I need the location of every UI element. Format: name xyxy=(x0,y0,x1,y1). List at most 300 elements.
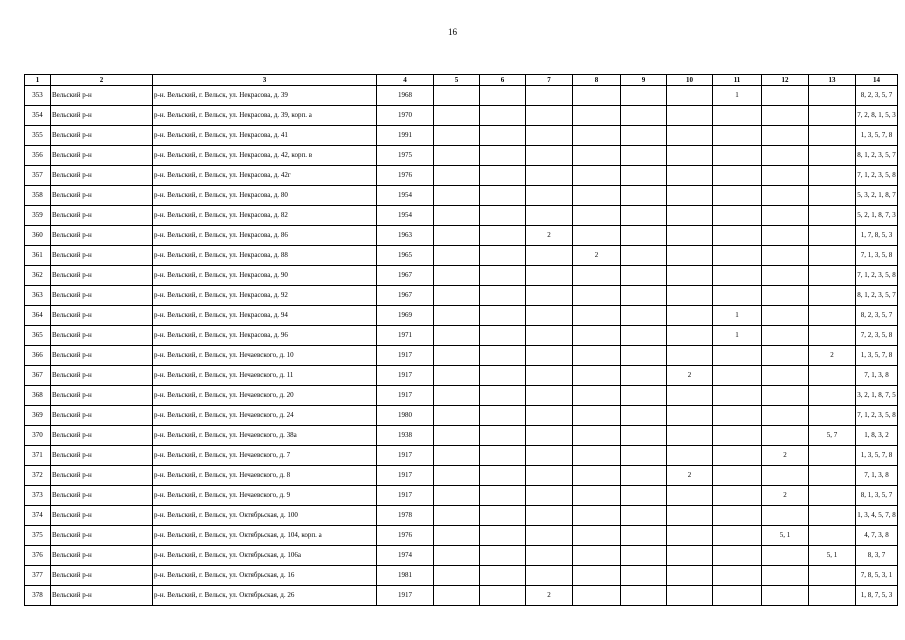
col12-cell xyxy=(762,566,809,586)
col14-cell: 1, 8, 7, 5, 3 xyxy=(856,586,898,606)
col9-cell xyxy=(621,566,667,586)
address-cell: р-н. Вельский, г. Вельск, ул. Некрасова, д. 86 xyxy=(153,226,377,246)
col11-cell xyxy=(713,486,762,506)
col10-cell xyxy=(667,246,713,266)
col7-cell xyxy=(526,366,573,386)
col7-cell xyxy=(526,446,573,466)
col12-cell xyxy=(762,506,809,526)
col7-cell xyxy=(526,106,573,126)
col6-cell xyxy=(480,446,526,466)
col13-cell xyxy=(809,446,856,466)
district-cell: Вельский р-н xyxy=(51,566,153,586)
col7-cell xyxy=(526,386,573,406)
col9-cell xyxy=(621,466,667,486)
year-cell: 1963 xyxy=(377,226,434,246)
col7-cell xyxy=(526,266,573,286)
address-cell: р-н. Вельский, г. Вельск, ул. Некрасова, д. 88 xyxy=(153,246,377,266)
row-number-cell: 373 xyxy=(25,486,51,506)
col12-cell xyxy=(762,106,809,126)
col5-cell xyxy=(434,526,480,546)
col5-cell xyxy=(434,146,480,166)
col12-cell xyxy=(762,86,809,106)
col8-cell xyxy=(573,186,621,206)
col14-cell: 8, 2, 3, 5, 7 xyxy=(856,86,898,106)
col11-cell xyxy=(713,206,762,226)
col8-cell xyxy=(573,326,621,346)
year-cell: 1980 xyxy=(377,406,434,426)
col11-cell xyxy=(713,446,762,466)
col13-cell xyxy=(809,266,856,286)
col13-cell xyxy=(809,326,856,346)
col14-cell: 8, 1, 3, 5, 7 xyxy=(856,486,898,506)
column-header-6: 6 xyxy=(480,75,526,86)
row-number-cell: 355 xyxy=(25,126,51,146)
district-cell: Вельский р-н xyxy=(51,286,153,306)
row-number-cell: 368 xyxy=(25,386,51,406)
year-cell: 1967 xyxy=(377,266,434,286)
col13-cell xyxy=(809,286,856,306)
col11-cell xyxy=(713,546,762,566)
col8-cell xyxy=(573,586,621,606)
year-cell: 1917 xyxy=(377,466,434,486)
col5-cell xyxy=(434,86,480,106)
district-cell: Вельский р-н xyxy=(51,226,153,246)
year-cell: 1917 xyxy=(377,446,434,466)
column-header-11: 11 xyxy=(713,75,762,86)
col8-cell xyxy=(573,206,621,226)
col11-cell xyxy=(713,146,762,166)
table-row xyxy=(25,546,898,566)
col5-cell xyxy=(434,406,480,426)
col10-cell xyxy=(667,566,713,586)
table-row xyxy=(25,426,898,446)
col11-cell xyxy=(713,266,762,286)
col6-cell xyxy=(480,166,526,186)
col6-cell xyxy=(480,466,526,486)
col14-cell: 7, 2, 8, 1, 5, 3 xyxy=(856,106,898,126)
col8-cell xyxy=(573,426,621,446)
col11-cell xyxy=(713,386,762,406)
col11-cell xyxy=(713,106,762,126)
year-cell: 1917 xyxy=(377,386,434,406)
col11-cell xyxy=(713,426,762,446)
table-row xyxy=(25,366,898,386)
col6-cell xyxy=(480,586,526,606)
col5-cell xyxy=(434,446,480,466)
col7-cell: 2 xyxy=(526,586,573,606)
col13-cell xyxy=(809,106,856,126)
col13-cell xyxy=(809,206,856,226)
col8-cell: 2 xyxy=(573,246,621,266)
col6-cell xyxy=(480,126,526,146)
district-cell: Вельский р-н xyxy=(51,546,153,566)
year-cell: 1954 xyxy=(377,186,434,206)
row-number-cell: 354 xyxy=(25,106,51,126)
row-number-cell: 356 xyxy=(25,146,51,166)
col13-cell xyxy=(809,126,856,146)
col7-cell xyxy=(526,246,573,266)
col14-cell: 7, 1, 3, 5, 8 xyxy=(856,246,898,266)
col10-cell xyxy=(667,166,713,186)
col7-cell xyxy=(526,406,573,426)
col6-cell xyxy=(480,426,526,446)
col6-cell xyxy=(480,206,526,226)
year-cell: 1968 xyxy=(377,86,434,106)
address-cell: р-н. Вельский, г. Вельск, ул. Некрасова, д. 42, корп. в xyxy=(153,146,377,166)
col12-cell xyxy=(762,266,809,286)
col13-cell xyxy=(809,146,856,166)
col8-cell xyxy=(573,286,621,306)
col12-cell xyxy=(762,186,809,206)
col5-cell xyxy=(434,426,480,446)
col12-cell: 2 xyxy=(762,486,809,506)
district-cell: Вельский р-н xyxy=(51,466,153,486)
col12-cell xyxy=(762,206,809,226)
col11-cell: 1 xyxy=(713,306,762,326)
year-cell: 1938 xyxy=(377,426,434,446)
col5-cell xyxy=(434,106,480,126)
col7-cell xyxy=(526,206,573,226)
address-cell: р-н. Вельский, г. Вельск, ул. Некрасова, д. 92 xyxy=(153,286,377,306)
address-cell: р-н. Вельский, г. Вельск, ул. Некрасова, д. 41 xyxy=(153,126,377,146)
col5-cell xyxy=(434,266,480,286)
col7-cell xyxy=(526,566,573,586)
col11-cell xyxy=(713,246,762,266)
col6-cell xyxy=(480,286,526,306)
col10-cell xyxy=(667,426,713,446)
col14-cell: 1, 3, 5, 7, 8 xyxy=(856,446,898,466)
district-cell: Вельский р-н xyxy=(51,126,153,146)
col5-cell xyxy=(434,226,480,246)
col7-cell xyxy=(526,526,573,546)
col9-cell xyxy=(621,326,667,346)
address-cell: р-н. Вельский, г. Вельск, ул. Некрасова, д. 80 xyxy=(153,186,377,206)
col6-cell xyxy=(480,306,526,326)
col6-cell xyxy=(480,506,526,526)
table-row xyxy=(25,226,898,246)
col10-cell xyxy=(667,126,713,146)
district-cell: Вельский р-н xyxy=(51,406,153,426)
col5-cell xyxy=(434,566,480,586)
district-cell: Вельский р-н xyxy=(51,386,153,406)
row-number-cell: 360 xyxy=(25,226,51,246)
address-cell: р-н. Вельский, г. Вельск, ул. Нечаевского, д. 8 xyxy=(153,466,377,486)
col8-cell xyxy=(573,106,621,126)
table-row xyxy=(25,446,898,466)
col6-cell xyxy=(480,486,526,506)
col9-cell xyxy=(621,506,667,526)
register-table xyxy=(24,74,898,606)
col8-cell xyxy=(573,266,621,286)
col8-cell xyxy=(573,566,621,586)
year-cell: 1967 xyxy=(377,286,434,306)
col9-cell xyxy=(621,366,667,386)
col8-cell xyxy=(573,466,621,486)
col12-cell xyxy=(762,426,809,446)
table-row xyxy=(25,406,898,426)
address-cell: р-н. Вельский, г. Вельск, ул. Некрасова, д. 42г xyxy=(153,166,377,186)
year-cell: 1975 xyxy=(377,146,434,166)
address-cell: р-н. Вельский, г. Вельск, ул. Нечаевского, д. 20 xyxy=(153,386,377,406)
column-header-2: 2 xyxy=(51,75,153,86)
district-cell: Вельский р-н xyxy=(51,146,153,166)
col8-cell xyxy=(573,386,621,406)
address-cell: р-н. Вельский, г. Вельск, ул. Нечаевского, д. 11 xyxy=(153,366,377,386)
col9-cell xyxy=(621,526,667,546)
col11-cell: 1 xyxy=(713,326,762,346)
col11-cell xyxy=(713,586,762,606)
col13-cell xyxy=(809,406,856,426)
col13-cell xyxy=(809,566,856,586)
col11-cell xyxy=(713,346,762,366)
table-row xyxy=(25,106,898,126)
year-cell: 1978 xyxy=(377,506,434,526)
col12-cell xyxy=(762,406,809,426)
col6-cell xyxy=(480,86,526,106)
row-number-cell: 371 xyxy=(25,446,51,466)
col10-cell xyxy=(667,386,713,406)
district-cell: Вельский р-н xyxy=(51,306,153,326)
col14-cell: 5, 3, 2, 1, 8, 7 xyxy=(856,186,898,206)
address-cell: р-н. Вельский, г. Вельск, ул. Нечаевского, д. 38а xyxy=(153,426,377,446)
table-row xyxy=(25,306,898,326)
col14-cell: 7, 1, 3, 8 xyxy=(856,466,898,486)
column-header-13: 13 xyxy=(809,75,856,86)
col13-cell xyxy=(809,186,856,206)
address-cell: р-н. Вельский, г. Вельск, ул. Некрасова, д. 39 xyxy=(153,86,377,106)
year-cell: 1976 xyxy=(377,166,434,186)
table-row xyxy=(25,346,898,366)
col7-cell xyxy=(526,306,573,326)
col7-cell xyxy=(526,426,573,446)
col11-cell xyxy=(713,186,762,206)
col11-cell xyxy=(713,506,762,526)
address-cell: р-н. Вельский, г. Вельск, ул. Октябрьская, д. 16 xyxy=(153,566,377,586)
col6-cell xyxy=(480,386,526,406)
col10-cell xyxy=(667,186,713,206)
col14-cell: 7, 1, 2, 3, 5, 8 xyxy=(856,166,898,186)
col5-cell xyxy=(434,246,480,266)
col10-cell xyxy=(667,546,713,566)
col13-cell xyxy=(809,246,856,266)
col8-cell xyxy=(573,166,621,186)
col14-cell: 8, 3, 7 xyxy=(856,546,898,566)
col9-cell xyxy=(621,346,667,366)
row-number-cell: 369 xyxy=(25,406,51,426)
district-cell: Вельский р-н xyxy=(51,506,153,526)
col9-cell xyxy=(621,546,667,566)
col11-cell xyxy=(713,126,762,146)
table-row xyxy=(25,526,898,546)
col9-cell xyxy=(621,286,667,306)
col13-cell xyxy=(809,526,856,546)
address-cell: р-н. Вельский, г. Вельск, ул. Октябрьская, д. 26 xyxy=(153,586,377,606)
address-cell: р-н. Вельский, г. Вельск, ул. Некрасова, д. 90 xyxy=(153,266,377,286)
column-header-10: 10 xyxy=(667,75,713,86)
col6-cell xyxy=(480,326,526,346)
col8-cell xyxy=(573,146,621,166)
col10-cell xyxy=(667,86,713,106)
table-row xyxy=(25,186,898,206)
district-cell: Вельский р-н xyxy=(51,526,153,546)
row-number-cell: 367 xyxy=(25,366,51,386)
row-number-cell: 357 xyxy=(25,166,51,186)
year-cell: 1969 xyxy=(377,306,434,326)
col7-cell xyxy=(526,486,573,506)
col7-cell xyxy=(526,346,573,366)
col14-cell: 7, 8, 5, 3, 1 xyxy=(856,566,898,586)
col7-cell: 2 xyxy=(526,226,573,246)
district-cell: Вельский р-н xyxy=(51,346,153,366)
year-cell: 1917 xyxy=(377,586,434,606)
col5-cell xyxy=(434,466,480,486)
year-cell: 1976 xyxy=(377,526,434,546)
col5-cell xyxy=(434,166,480,186)
col12-cell xyxy=(762,366,809,386)
col5-cell xyxy=(434,326,480,346)
col5-cell xyxy=(434,286,480,306)
district-cell: Вельский р-н xyxy=(51,486,153,506)
table-row xyxy=(25,286,898,306)
col14-cell: 4, 7, 3, 8 xyxy=(856,526,898,546)
address-cell: р-н. Вельский, г. Вельск, ул. Нечаевского, д. 7 xyxy=(153,446,377,466)
row-number-cell: 377 xyxy=(25,566,51,586)
col12-cell xyxy=(762,386,809,406)
col12-cell xyxy=(762,226,809,246)
col14-cell: 1, 8, 3, 2 xyxy=(856,426,898,446)
column-header-3: 3 xyxy=(153,75,377,86)
row-number-cell: 358 xyxy=(25,186,51,206)
col6-cell xyxy=(480,146,526,166)
col10-cell xyxy=(667,266,713,286)
col7-cell xyxy=(526,286,573,306)
district-cell: Вельский р-н xyxy=(51,106,153,126)
col11-cell xyxy=(713,466,762,486)
col6-cell xyxy=(480,346,526,366)
col9-cell xyxy=(621,186,667,206)
row-number-cell: 376 xyxy=(25,546,51,566)
col9-cell xyxy=(621,106,667,126)
table-row xyxy=(25,486,898,506)
col11-cell xyxy=(713,406,762,426)
table-row xyxy=(25,566,898,586)
col8-cell xyxy=(573,86,621,106)
district-cell: Вельский р-н xyxy=(51,446,153,466)
col13-cell: 5, 1 xyxy=(809,546,856,566)
row-number-cell: 359 xyxy=(25,206,51,226)
col13-cell xyxy=(809,306,856,326)
col10-cell xyxy=(667,206,713,226)
col5-cell xyxy=(434,346,480,366)
address-cell: р-н. Вельский, г. Вельск, ул. Некрасова, д. 94 xyxy=(153,306,377,326)
col10-cell xyxy=(667,506,713,526)
column-header-9: 9 xyxy=(621,75,667,86)
year-cell: 1981 xyxy=(377,566,434,586)
col13-cell xyxy=(809,466,856,486)
col13-cell xyxy=(809,166,856,186)
table-row xyxy=(25,146,898,166)
col12-cell xyxy=(762,346,809,366)
col11-cell xyxy=(713,286,762,306)
col10-cell xyxy=(667,406,713,426)
table-row xyxy=(25,206,898,226)
district-cell: Вельский р-н xyxy=(51,586,153,606)
column-header-14: 14 xyxy=(856,75,898,86)
district-cell: Вельский р-н xyxy=(51,326,153,346)
col9-cell xyxy=(621,406,667,426)
col8-cell xyxy=(573,366,621,386)
col9-cell xyxy=(621,266,667,286)
col10-cell: 2 xyxy=(667,366,713,386)
table-row xyxy=(25,86,898,106)
col9-cell xyxy=(621,586,667,606)
col10-cell xyxy=(667,106,713,126)
address-cell: р-н. Вельский, г. Вельск, ул. Нечаевского, д. 9 xyxy=(153,486,377,506)
col10-cell xyxy=(667,486,713,506)
col14-cell: 8, 1, 2, 3, 5, 7 xyxy=(856,146,898,166)
row-number-cell: 370 xyxy=(25,426,51,446)
col6-cell xyxy=(480,526,526,546)
col11-cell xyxy=(713,166,762,186)
row-number-cell: 372 xyxy=(25,466,51,486)
col9-cell xyxy=(621,246,667,266)
col14-cell: 7, 2, 3, 5, 8 xyxy=(856,326,898,346)
year-cell: 1917 xyxy=(377,486,434,506)
col10-cell xyxy=(667,446,713,466)
table-body xyxy=(25,86,898,606)
column-header-1: 1 xyxy=(25,75,51,86)
col11-cell xyxy=(713,366,762,386)
col5-cell xyxy=(434,506,480,526)
col5-cell xyxy=(434,386,480,406)
col9-cell xyxy=(621,126,667,146)
district-cell: Вельский р-н xyxy=(51,206,153,226)
district-cell: Вельский р-н xyxy=(51,366,153,386)
col13-cell xyxy=(809,586,856,606)
row-number-cell: 375 xyxy=(25,526,51,546)
district-cell: Вельский р-н xyxy=(51,246,153,266)
col6-cell xyxy=(480,246,526,266)
col14-cell: 7, 1, 2, 3, 5, 8 xyxy=(856,266,898,286)
row-number-cell: 378 xyxy=(25,586,51,606)
table-row xyxy=(25,246,898,266)
year-cell: 1954 xyxy=(377,206,434,226)
col14-cell: 1, 3, 5, 7, 8 xyxy=(856,346,898,366)
column-header-12: 12 xyxy=(762,75,809,86)
col13-cell: 2 xyxy=(809,346,856,366)
col6-cell xyxy=(480,366,526,386)
col13-cell xyxy=(809,386,856,406)
col9-cell xyxy=(621,146,667,166)
col9-cell xyxy=(621,486,667,506)
col7-cell xyxy=(526,326,573,346)
table-row xyxy=(25,266,898,286)
col9-cell xyxy=(621,226,667,246)
column-header-5: 5 xyxy=(434,75,480,86)
col14-cell: 7, 1, 2, 3, 5, 8 xyxy=(856,406,898,426)
col10-cell xyxy=(667,346,713,366)
col12-cell xyxy=(762,546,809,566)
col9-cell xyxy=(621,446,667,466)
year-cell: 1991 xyxy=(377,126,434,146)
col10-cell xyxy=(667,526,713,546)
col5-cell xyxy=(434,206,480,226)
col12-cell xyxy=(762,326,809,346)
address-cell: р-н. Вельский, г. Вельск, ул. Нечаевского, д. 10 xyxy=(153,346,377,366)
col14-cell: 3, 2, 1, 8, 7, 5 xyxy=(856,386,898,406)
col12-cell xyxy=(762,306,809,326)
row-number-cell: 353 xyxy=(25,86,51,106)
